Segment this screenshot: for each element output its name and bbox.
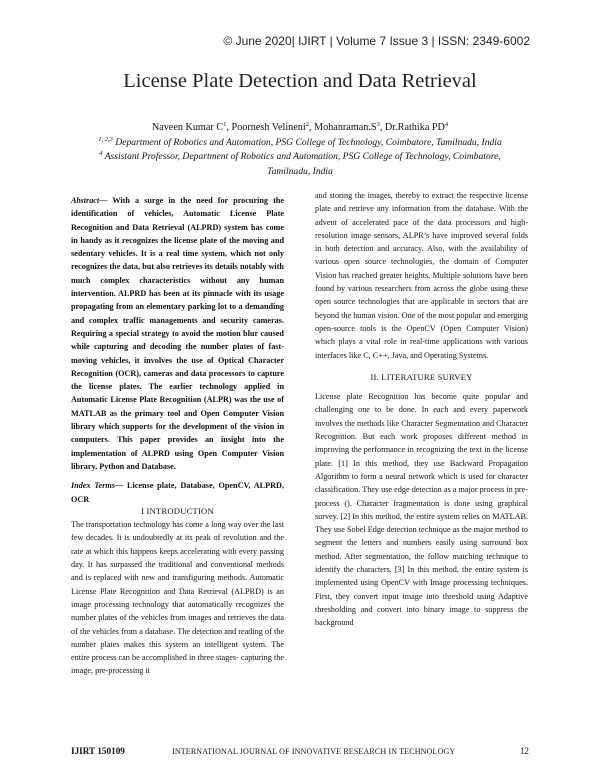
abstract-lead: Abstract—: [71, 196, 108, 205]
author-name: Dr.Rathika PD: [384, 122, 445, 133]
author-names: Naveen Kumar $C^1$, Poornesh Velineni$^2$, $Mohanraman.S^3$, Dr.Rathika $PD^4$: [151, 121, 449, 133]
affiliation-text: Department of Robotics and Automation, PSG College of Technology, Coimbatore, Tamilnadu, India: [115, 136, 502, 148]
affiliation-2-continued: Tamilnadu, India: [267, 165, 333, 177]
author-name: Poornesh Velineni: [231, 122, 306, 133]
footer-page-number: 12: [519, 746, 529, 756]
abstract-text: With a surge in the need for procuring the identification of vehicles, Automatic License Plate Recognition and Data Retrieval (ALPRD) system has come in handy as it recognizes the license plate of the moving and sedentary vehicles. It is a real time system, which not only recognizes the data, but also retrieves its details notably with much complex characteristics without any human intervention. ALPRD has been at its pinnacle with its usage propagating from an elementary parking lot to a demanding and complex traffic managements and security cameras. Requiring a special strategy to avoid the motion blur caused while capturing and decoding the number plates of fast-moving vehicles, it involves the use of Optical Character Recognition (OCR), cameras and data processors to capture the license plates. The earlier technology applied in Automatic License Plate Recognition (ALPR) was the use of MATLAB as the primary tool and Open Computer Vision library which supports for the development of the vision in computers. This paper provides an insight into the implementation of ALPRD using Open Computer Vision library, Python and Database.: [71, 196, 284, 471]
author-superscript: 1: [223, 121, 227, 128]
index-terms-lead: Index Terms—: [71, 481, 124, 491]
author-superscript: 2: [305, 121, 309, 128]
journal-header: © June 2020| IJIRT | Volume 7 Issue 3 | ISSN: 2349-6002: [223, 34, 530, 48]
author-superscript: 3: [376, 121, 380, 128]
left-column: [71, 194, 284, 678]
page-footer: [71, 746, 529, 760]
introduction-paragraph-continued: and storing the images, thereby to extract the respective license plate and retrieve any information from the database. With the advent of accelerated pace of the data processors and high-resolution image sensors, ALPR’s have improved several folds in both detection and accuracy. Also, with the availability of various open source technologies, the domain of Computer Vision has reached greater heights. Multiple solutions have been found by various researchers from across the globe using these open source technologies that are applicable in sectors that are beyond the human vision. One of the most popular and emerging open-source tools is the OpenCV (Open Computer Vision) which plays a vital role in real-time applications with various interfaces like C, C++, Java, and Operating Systems.: [315, 191, 528, 360]
affiliation-2: [40, 150, 560, 165]
abstract: [71, 194, 284, 473]
affiliation-1: [40, 136, 560, 151]
section-heading-introduction: I INTRODUCTION: [141, 505, 214, 516]
author-block: [40, 121, 560, 179]
index-terms: [71, 479, 284, 506]
right-column: [315, 189, 528, 630]
author-name: Mohanraman.S: [314, 122, 377, 133]
affiliation-marker: 1, 2,3: [98, 135, 113, 143]
section-heading-literature-survey: II. LITERATURE SURVEY: [370, 371, 473, 382]
footer-paper-id: IJIRT 150109: [71, 746, 125, 756]
index-terms-text: License plate, Database, OpenCV, ALPRD, OCR: [71, 481, 284, 504]
author-name: Naveen Kumar C: [151, 122, 224, 133]
literature-survey-paragraph: License plate Recognition has become quite popular and challenging one to be done. In each and every paperwork involves the methods like Character Segmentation and Character Recognition. But each work proposes different method in improving the performance in recognizing the text in the license plate. [1] In this method, they use Backward Propagation Algorithm to form a neural network which is used for character classification. They use edge detection as a major process in pre-process (). Character fragmentation is done using graphical survey. [2] In this method, the entire system relies on MATLAB. They use Sobel Edge detection technique as the major method to segment the letters and numbers easily using surround box method. After segmentation, the follow matching technique to identify the characters. [3] In this method, the entire system is implemented using OpenCV with Image processing techniques. First, they convert input image into threshold using Adaptive thresholding and convert into binary image to suppress the background: [315, 392, 528, 628]
paper-title: License Plate Detection and Data Retrieval: [123, 70, 477, 92]
author-superscript: 4: [444, 121, 449, 128]
affiliation-text: Assistant Professor, Department of Robotics and Automation, PSG College of Technology, Coimbatore,: [104, 151, 501, 162]
introduction-paragraph: The transportation technology has come a long way over the last few decades. It is undoubtedly at its peak of revolution and the rate at which this happens keeps accelerating with every passing day. It has surpassed the traditional and conventional methods and is replaced with new and transfiguring methods. Automatic License Plate Recognition and Data Retrieval (ALPRD) is an image processing technology that automatically recognizes the number plates of the vehicles from images and retrieves the data of the vehicles from a database. The detection and reading of the number plates makes this system an intelligent system. The entire process can be accomplished in three stages- capturing the image, pre-processing it: [71, 520, 284, 676]
affiliation-marker: 4: [99, 150, 103, 157]
footer-journal-name: INTERNATIONAL JOURNAL OF INNOVATIVE RESEARCH IN TECHNOLOGY: [172, 747, 456, 756]
